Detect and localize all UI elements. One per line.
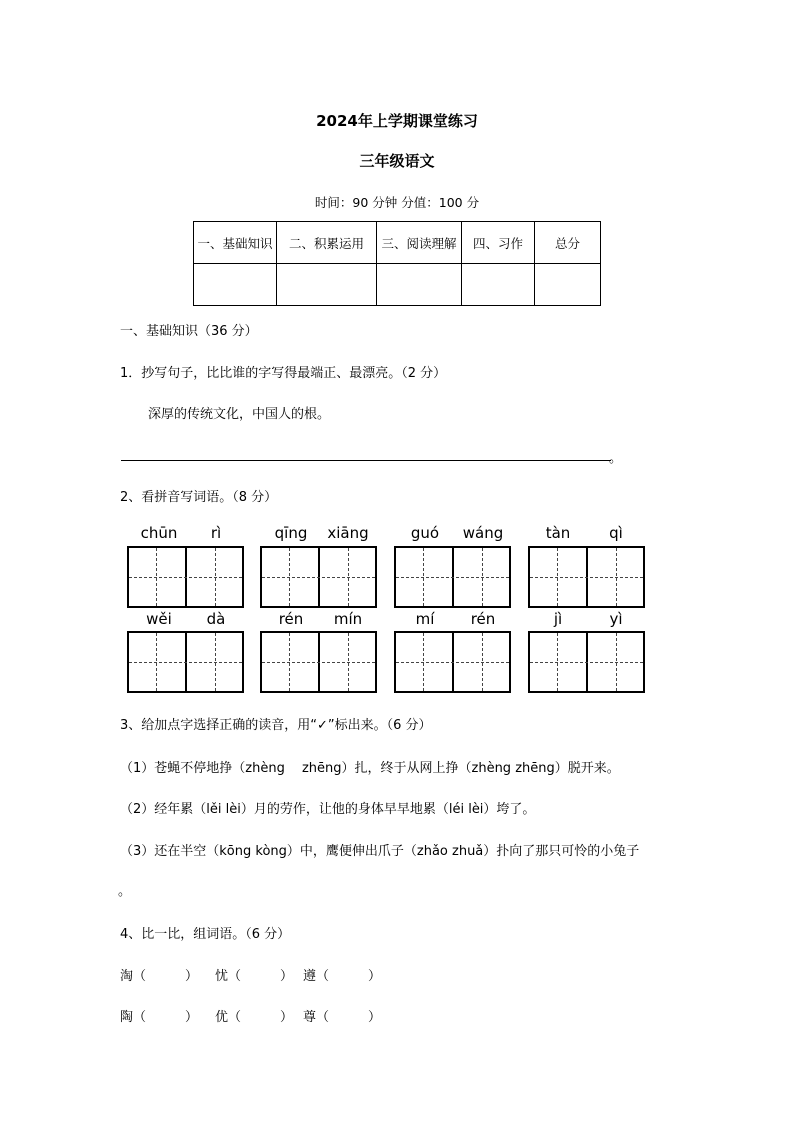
score-table-blank-row [194,264,601,306]
score-header-cell: 四、习作 [462,222,535,264]
score-header-cell: 总分 [535,222,601,264]
pinyin-label: dà [206,610,226,628]
score-cell[interactable] [462,264,535,306]
pinyin-label: chūn [140,524,178,542]
pinyin-label: wáng [462,524,504,542]
question-3-item-1: （1）苍蝇不停地挣（zhèng zhēng）扎，终于从网上挣（zhèng zhēng）脱开来。 [120,761,620,776]
pinyin-label: tàn [545,524,571,542]
pinyin-label: rì [210,524,222,542]
pinyin-label: mí [415,610,435,628]
pinyin-label: rén [470,610,496,628]
question-1: 1．抄写句子，比比谁的字写得最端正、最漂亮。（2 分） [120,366,447,381]
pinyin-label: yì [609,610,623,628]
word-blank[interactable]: 陶（ ） [120,1010,199,1025]
score-header-cell: 三、阅读理解 [377,222,462,264]
word-blank[interactable]: 尊（ ） [303,1010,382,1025]
section-heading: 一、基础知识（36 分） [120,324,258,339]
pinyin-label: guó [410,524,440,542]
score-cell[interactable] [194,264,277,306]
pinyin-label: qì [609,524,623,542]
question-3-item-3-end: 。 [118,884,132,899]
word-blank[interactable]: 遵（ ） [303,969,382,984]
writing-grid[interactable] [528,546,645,608]
writing-grid[interactable] [394,546,511,608]
page-subtitle: 三年级语文 [359,152,435,170]
page-title: 2024年上学期课堂练习 [316,112,478,130]
copy-sentence: 深厚的传统文化，中国人的根。 [148,407,331,422]
word-blank[interactable]: 优（ ） [215,1010,294,1025]
pinyin-label: wěi [146,610,172,628]
question-2: 2、看拼音写词语。（8 分） [120,490,278,505]
pinyin-label: jì [553,610,563,628]
writing-grid[interactable] [260,546,377,608]
score-header-cell: 二、积累运用 [277,222,377,264]
question-3-item-2: （2）经年累（lěi lèi）月的劳作，让他的身体早早地累（léi lèi）垮了。 [120,802,536,817]
writing-grid[interactable] [260,631,377,693]
writing-grid[interactable] [127,546,244,608]
word-blank[interactable]: 淘（ ） [120,969,199,984]
question-3: 3、给加点字选择正确的读音，用“✓”标出来。（6 分） [120,718,432,733]
answer-line[interactable] [121,460,611,461]
exam-meta: 时间：90 分钟 分值：100 分 [314,195,480,210]
score-table-header-row [194,222,601,264]
score-cell[interactable] [277,264,377,306]
score-header-cell: 一、基础知识 [194,222,277,264]
writing-grid[interactable] [394,631,511,693]
writing-grid[interactable] [127,631,244,693]
score-cell[interactable] [535,264,601,306]
sentence-end-mark: 。 [609,451,623,466]
score-cell[interactable] [377,264,462,306]
pinyin-label: qīng [274,524,308,542]
writing-grid[interactable] [528,631,645,693]
word-blank[interactable]: 忧（ ） [215,969,294,984]
question-4: 4、比一比，组词语。（6 分） [120,927,291,942]
score-table [193,221,601,306]
question-3-item-3: （3）还在半空（kōng kòng）中，鹰便伸出爪子（zhǎo zhuǎ）扑向了那只可怜的小兔子 [120,844,640,859]
pinyin-label: xiāng [327,524,369,542]
pinyin-label: mín [333,610,363,628]
pinyin-label: rén [278,610,304,628]
